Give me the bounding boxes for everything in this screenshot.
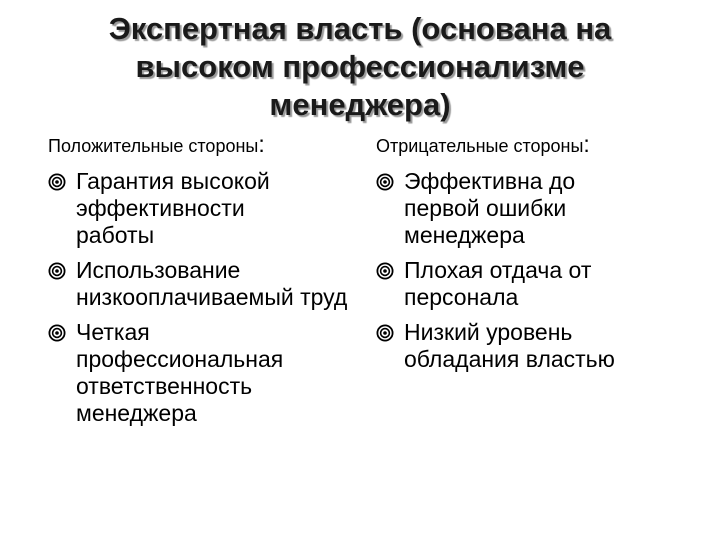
list-item (48, 168, 326, 249)
target-bullet-icon (48, 262, 66, 280)
list-item (376, 319, 684, 373)
negative-list (376, 168, 696, 381)
positive-header (48, 132, 348, 156)
negative-column (376, 131, 696, 372)
target-bullet-icon (376, 324, 394, 342)
list-item (48, 319, 356, 427)
list-item-text: Гарантия высокой эффективности работы (76, 168, 270, 248)
target-bullet-icon (48, 173, 66, 191)
slide-title: Экспертная власть (основана на высоком профессионализме менеджера) (108, 11, 612, 122)
target-bullet-icon (376, 173, 394, 191)
list-item-text: Низкий уровень обладания властью (404, 319, 615, 372)
positive-header-text: Положительные стороны (48, 136, 259, 156)
positive-column (48, 131, 348, 426)
positive-list (48, 168, 348, 435)
list-item (376, 168, 644, 249)
list-item (48, 257, 366, 311)
positive-header-colon: : (258, 131, 265, 157)
negative-header-text: Отрицательные стороны (376, 136, 584, 156)
target-bullet-icon (376, 262, 394, 280)
negative-header-colon: : (583, 131, 590, 157)
list-item-text: Использование низкооплачиваемый труд (76, 257, 348, 310)
list-item-text: Четкая профессиональная ответственность менеджера (76, 319, 284, 426)
list-item (376, 257, 664, 311)
target-bullet-icon (48, 324, 66, 342)
list-item-text: Эффективна до первой ошибки менеджера (404, 168, 576, 248)
negative-header (376, 132, 696, 156)
list-item-text: Плохая отдача от персонала (404, 257, 592, 310)
